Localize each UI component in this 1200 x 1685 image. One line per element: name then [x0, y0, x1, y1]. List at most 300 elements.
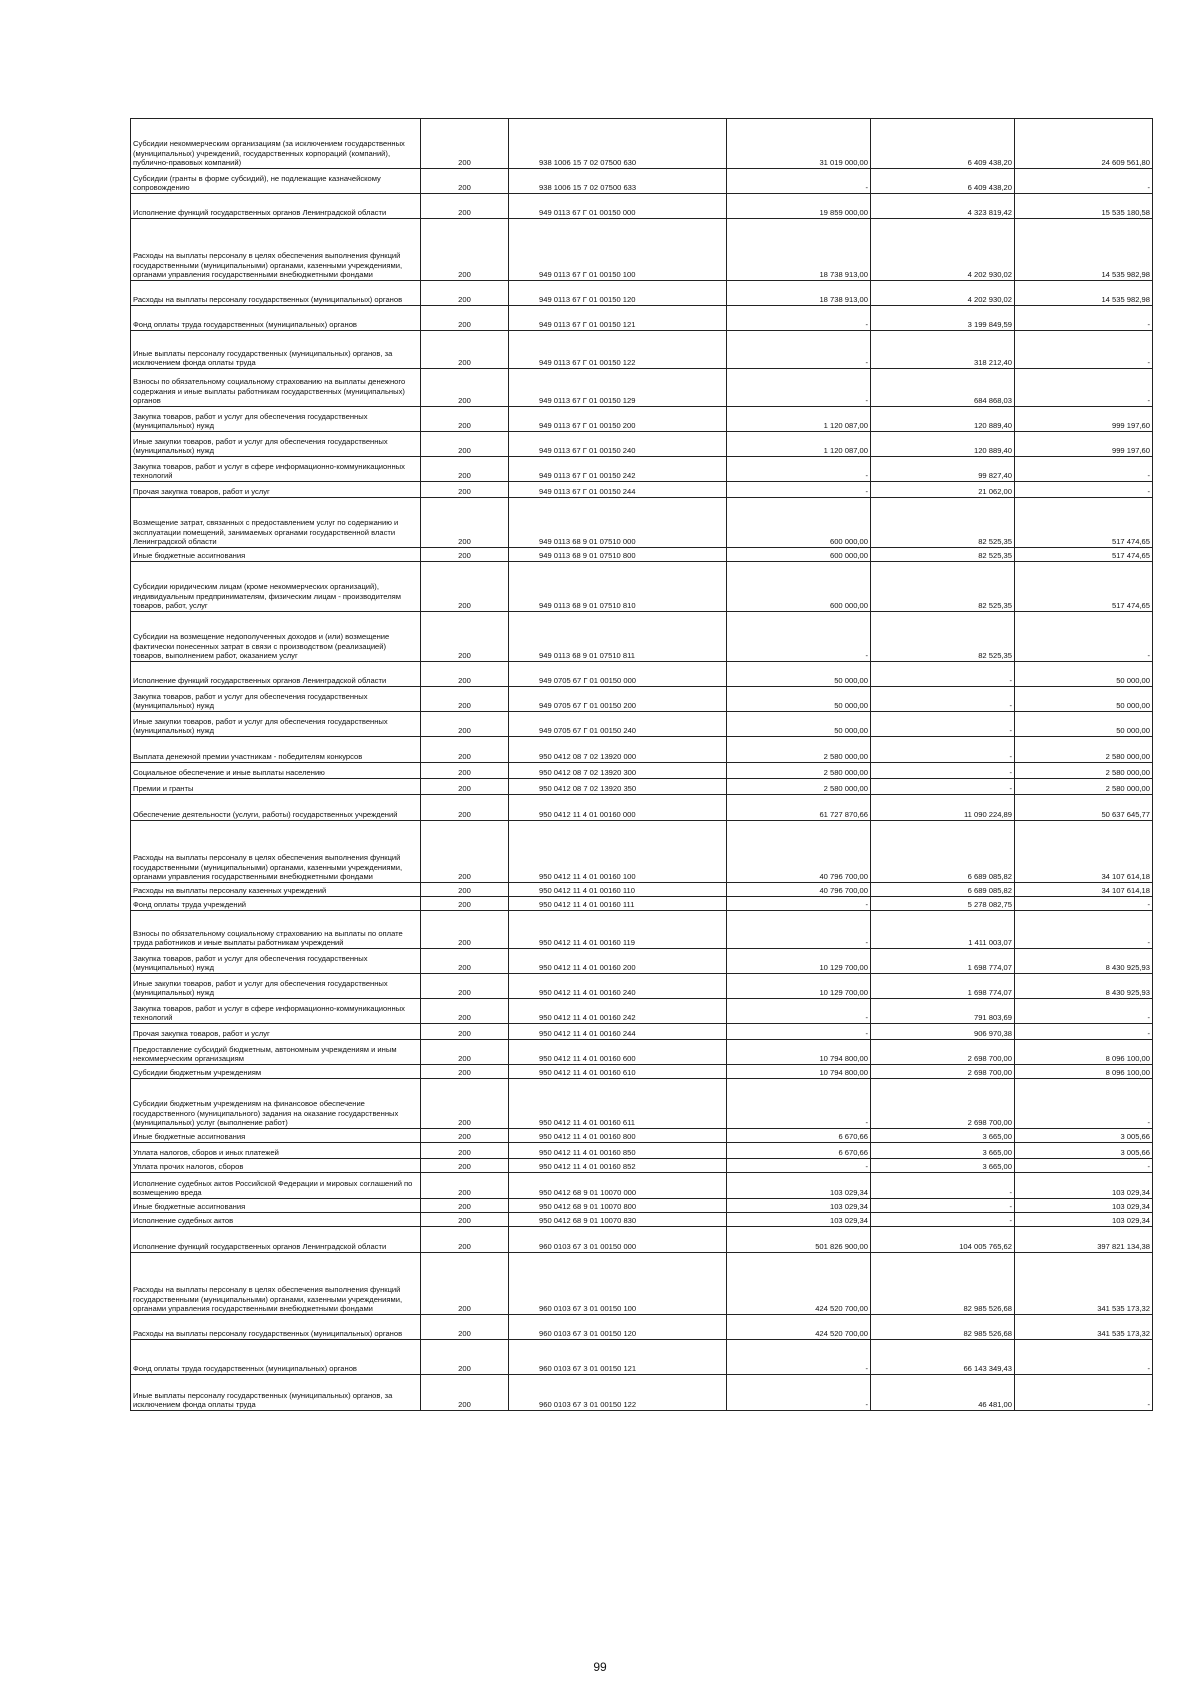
row-approved: 10 794 800,00 [727, 1065, 871, 1079]
row-executed: 2 698 700,00 [871, 1065, 1015, 1079]
row-label: Иные выплаты персоналу государственных (муниципальных) органов, за исключением фонда оплаты труда [131, 1375, 421, 1411]
table-row [131, 974, 1153, 999]
table-row [131, 331, 1153, 369]
row-label: Иные бюджетные ассигнования [131, 548, 421, 562]
budget-table [130, 118, 1153, 1411]
row-unexecuted: 3 005,66 [1015, 1143, 1153, 1159]
row-label: Фонд оплаты труда учреждений [131, 897, 421, 911]
row-kbk-code: 949 0113 68 9 01 07510 800 [509, 548, 727, 562]
row-executed: 1 698 774,07 [871, 974, 1015, 999]
row-kbk-code: 950 0412 08 7 02 13920 300 [509, 763, 727, 779]
row-unexecuted: 8 096 100,00 [1015, 1065, 1153, 1079]
table-body [131, 119, 1153, 1411]
row-executed: 4 323 819,42 [871, 194, 1015, 219]
row-approved: 10 129 700,00 [727, 974, 871, 999]
row-approved: 19 859 000,00 [727, 194, 871, 219]
row-kbk-code: 950 0412 11 4 01 00160 850 [509, 1143, 727, 1159]
table-row [131, 662, 1153, 687]
row-line-code: 200 [421, 612, 509, 662]
row-approved: 103 029,34 [727, 1173, 871, 1199]
row-approved: 40 796 700,00 [727, 821, 871, 883]
row-unexecuted: 8 096 100,00 [1015, 1040, 1153, 1065]
row-unexecuted: - [1015, 897, 1153, 911]
row-line-code: 200 [421, 1040, 509, 1065]
row-unexecuted: - [1015, 331, 1153, 369]
row-line-code: 200 [421, 169, 509, 194]
row-kbk-code: 949 0113 67 Г 01 00150 121 [509, 306, 727, 331]
row-kbk-code: 960 0103 67 3 01 00150 121 [509, 1340, 727, 1375]
row-approved: 501 826 900,00 [727, 1227, 871, 1253]
table-row [131, 1213, 1153, 1227]
row-kbk-code: 949 0113 67 Г 01 00150 100 [509, 219, 727, 281]
table-row [131, 911, 1153, 949]
row-executed: 82 985 526,68 [871, 1253, 1015, 1315]
row-unexecuted: - [1015, 1375, 1153, 1411]
row-line-code: 200 [421, 737, 509, 763]
table-row [131, 687, 1153, 712]
table-row [131, 1199, 1153, 1213]
row-approved: 600 000,00 [727, 562, 871, 612]
row-unexecuted: 103 029,34 [1015, 1199, 1153, 1213]
row-label: Прочая закупка товаров, работ и услуг [131, 482, 421, 498]
row-executed: 6 689 085,82 [871, 883, 1015, 897]
row-line-code: 200 [421, 306, 509, 331]
row-approved: 61 727 870,66 [727, 795, 871, 821]
row-label: Предоставление субсидий бюджетным, автономным учреждениям и иным некоммерческим организациям [131, 1040, 421, 1065]
row-line-code: 200 [421, 1253, 509, 1315]
row-unexecuted: 50 000,00 [1015, 712, 1153, 737]
row-unexecuted: - [1015, 1159, 1153, 1173]
row-unexecuted: - [1015, 306, 1153, 331]
table-row [131, 369, 1153, 407]
row-approved: 600 000,00 [727, 498, 871, 548]
row-label: Исполнение функций государственных органов Ленинградской области [131, 1227, 421, 1253]
row-kbk-code: 950 0412 11 4 01 00160 119 [509, 911, 727, 949]
row-kbk-code: 949 0113 68 9 01 07510 000 [509, 498, 727, 548]
row-approved: - [727, 911, 871, 949]
row-line-code: 200 [421, 1159, 509, 1173]
row-approved: - [727, 1159, 871, 1173]
row-line-code: 200 [421, 779, 509, 795]
row-executed: - [871, 712, 1015, 737]
row-approved: - [727, 1024, 871, 1040]
row-unexecuted: - [1015, 612, 1153, 662]
row-kbk-code: 950 0412 08 7 02 13920 350 [509, 779, 727, 795]
row-unexecuted: 3 005,66 [1015, 1129, 1153, 1143]
row-kbk-code: 960 0103 67 3 01 00150 000 [509, 1227, 727, 1253]
row-approved: 50 000,00 [727, 712, 871, 737]
row-executed: 104 005 765,62 [871, 1227, 1015, 1253]
row-executed: - [871, 763, 1015, 779]
row-unexecuted: 2 580 000,00 [1015, 763, 1153, 779]
row-label: Закупка товаров, работ и услуг в сфере информационно-коммуникационных технологий [131, 999, 421, 1024]
row-label: Субсидии некоммерческим организациям (за исключением государственных (муниципальных) учреждений, государственных корпораций (компаний), публично-правовых компаний) [131, 119, 421, 169]
row-kbk-code: 938 1006 15 7 02 07500 630 [509, 119, 727, 169]
row-label: Фонд оплаты труда государственных (муниципальных) органов [131, 1340, 421, 1375]
row-line-code: 200 [421, 821, 509, 883]
table-row [131, 219, 1153, 281]
row-unexecuted: 14 535 982,98 [1015, 219, 1153, 281]
row-executed: 684 868,03 [871, 369, 1015, 407]
row-label: Исполнение судебных актов [131, 1213, 421, 1227]
table-row [131, 1227, 1153, 1253]
row-executed: 318 212,40 [871, 331, 1015, 369]
row-kbk-code: 950 0412 11 4 01 00160 240 [509, 974, 727, 999]
row-label: Закупка товаров, работ и услуг в сфере информационно-коммуникационных технологий [131, 457, 421, 482]
table-row [131, 1159, 1153, 1173]
table-row [131, 482, 1153, 498]
row-executed: 906 970,38 [871, 1024, 1015, 1040]
table-row [131, 1065, 1153, 1079]
row-unexecuted: 15 535 180,58 [1015, 194, 1153, 219]
table-row [131, 712, 1153, 737]
row-unexecuted: 517 474,65 [1015, 562, 1153, 612]
row-kbk-code: 950 0412 11 4 01 00160 611 [509, 1079, 727, 1129]
row-label: Расходы на выплаты персоналу казенных учреждений [131, 883, 421, 897]
row-label: Иные закупки товаров, работ и услуг для обеспечения государственных (муниципальных) нужд [131, 432, 421, 457]
row-line-code: 200 [421, 1024, 509, 1040]
row-unexecuted: - [1015, 1079, 1153, 1129]
row-label: Субсидии (гранты в форме субсидий), не подлежащие казначейскому сопровождению [131, 169, 421, 194]
row-kbk-code: 960 0103 67 3 01 00150 122 [509, 1375, 727, 1411]
table-row [131, 1143, 1153, 1159]
row-line-code: 200 [421, 407, 509, 432]
row-line-code: 200 [421, 562, 509, 612]
row-label: Расходы на выплаты персоналу в целях обеспечения выполнения функций государственными (муниципальными) органами, казенными учреждениями, органами управления государственными внебюджетными фондами [131, 821, 421, 883]
table-row [131, 194, 1153, 219]
table-row [131, 1253, 1153, 1315]
row-unexecuted: 50 637 645,77 [1015, 795, 1153, 821]
row-label: Выплата денежной премии участникам - победителям конкурсов [131, 737, 421, 763]
row-unexecuted: 517 474,65 [1015, 498, 1153, 548]
row-approved: 31 019 000,00 [727, 119, 871, 169]
row-kbk-code: 949 0113 67 Г 01 00150 000 [509, 194, 727, 219]
row-executed: 791 803,69 [871, 999, 1015, 1024]
row-label: Субсидии юридическим лицам (кроме некоммерческих организаций), индивидуальным предпринимателям, физическим лицам - производителям товаров, работ, услуг [131, 562, 421, 612]
row-line-code: 200 [421, 1213, 509, 1227]
row-approved: 103 029,34 [727, 1199, 871, 1213]
row-kbk-code: 950 0412 11 4 01 00160 110 [509, 883, 727, 897]
row-line-code: 200 [421, 1375, 509, 1411]
table-row [131, 763, 1153, 779]
row-label: Расходы на выплаты персоналу в целях обеспечения выполнения функций государственными (муниципальными) органами, казенными учреждениями, органами управления государственными внебюджетными фондами [131, 219, 421, 281]
row-kbk-code: 949 0113 67 Г 01 00150 242 [509, 457, 727, 482]
row-kbk-code: 949 0113 67 Г 01 00150 200 [509, 407, 727, 432]
row-label: Фонд оплаты труда государственных (муниципальных) органов [131, 306, 421, 331]
row-label: Уплата прочих налогов, сборов [131, 1159, 421, 1173]
row-approved: - [727, 897, 871, 911]
row-kbk-code: 949 0113 67 Г 01 00150 240 [509, 432, 727, 457]
row-label: Иные бюджетные ассигнования [131, 1129, 421, 1143]
row-executed: 11 090 224,89 [871, 795, 1015, 821]
row-line-code: 200 [421, 883, 509, 897]
row-executed: 4 202 930,02 [871, 219, 1015, 281]
table-row [131, 169, 1153, 194]
row-approved: 424 520 700,00 [727, 1315, 871, 1340]
row-line-code: 200 [421, 949, 509, 974]
row-unexecuted: 999 197,60 [1015, 407, 1153, 432]
row-approved: 6 670,66 [727, 1129, 871, 1143]
row-line-code: 200 [421, 1227, 509, 1253]
row-label: Обеспечение деятельности (услуги, работы) государственных учреждений [131, 795, 421, 821]
row-executed: 46 481,00 [871, 1375, 1015, 1411]
table-row [131, 821, 1153, 883]
row-label: Расходы на выплаты персоналу в целях обеспечения выполнения функций государственными (муниципальными) органами, казенными учреждениями, органами управления государственными внебюджетными фондами [131, 1253, 421, 1315]
row-line-code: 200 [421, 281, 509, 306]
row-unexecuted: - [1015, 457, 1153, 482]
row-line-code: 200 [421, 498, 509, 548]
row-approved: 2 580 000,00 [727, 763, 871, 779]
row-executed: - [871, 1173, 1015, 1199]
row-label: Иные бюджетные ассигнования [131, 1199, 421, 1213]
row-approved: - [727, 1079, 871, 1129]
row-unexecuted: 14 535 982,98 [1015, 281, 1153, 306]
row-unexecuted: 2 580 000,00 [1015, 737, 1153, 763]
row-line-code: 200 [421, 1143, 509, 1159]
row-label: Исполнение функций государственных органов Ленинградской области [131, 194, 421, 219]
table-row [131, 1340, 1153, 1375]
row-executed: - [871, 1213, 1015, 1227]
row-unexecuted: - [1015, 1024, 1153, 1040]
row-approved: - [727, 612, 871, 662]
row-label: Исполнение судебных актов Российской Федерации и мировых соглашений по возмещению вреда [131, 1173, 421, 1199]
table-row [131, 498, 1153, 548]
row-executed: 66 143 349,43 [871, 1340, 1015, 1375]
table-row [131, 548, 1153, 562]
row-approved: 103 029,34 [727, 1213, 871, 1227]
row-line-code: 200 [421, 1129, 509, 1143]
row-line-code: 200 [421, 194, 509, 219]
row-label: Субсидии бюджетным учреждениям [131, 1065, 421, 1079]
row-label: Закупка товаров, работ и услуг для обеспечения государственных (муниципальных) нужд [131, 687, 421, 712]
table-row [131, 1040, 1153, 1065]
row-line-code: 200 [421, 1079, 509, 1129]
row-unexecuted: 397 821 134,38 [1015, 1227, 1153, 1253]
row-line-code: 200 [421, 1065, 509, 1079]
table-row [131, 1173, 1153, 1199]
row-approved: - [727, 369, 871, 407]
row-approved: 18 738 913,00 [727, 219, 871, 281]
row-kbk-code: 950 0412 11 4 01 00160 600 [509, 1040, 727, 1065]
row-kbk-code: 950 0412 68 9 01 10070 800 [509, 1199, 727, 1213]
row-label: Уплата налогов, сборов и иных платежей [131, 1143, 421, 1159]
table-row [131, 795, 1153, 821]
row-unexecuted: - [1015, 999, 1153, 1024]
table-row [131, 306, 1153, 331]
row-executed: 82 525,35 [871, 498, 1015, 548]
row-approved: - [727, 331, 871, 369]
row-kbk-code: 950 0412 08 7 02 13920 000 [509, 737, 727, 763]
row-unexecuted: 341 535 173,32 [1015, 1253, 1153, 1315]
row-unexecuted: 34 107 614,18 [1015, 883, 1153, 897]
row-executed: 3 665,00 [871, 1159, 1015, 1173]
row-kbk-code: 949 0705 67 Г 01 00150 240 [509, 712, 727, 737]
row-executed: 2 698 700,00 [871, 1040, 1015, 1065]
row-line-code: 200 [421, 219, 509, 281]
row-unexecuted: - [1015, 1340, 1153, 1375]
row-unexecuted: - [1015, 369, 1153, 407]
row-approved: - [727, 482, 871, 498]
row-approved: 40 796 700,00 [727, 883, 871, 897]
row-unexecuted: 341 535 173,32 [1015, 1315, 1153, 1340]
row-kbk-code: 949 0113 67 Г 01 00150 129 [509, 369, 727, 407]
row-approved: 1 120 087,00 [727, 432, 871, 457]
row-line-code: 200 [421, 1340, 509, 1375]
table-row [131, 883, 1153, 897]
row-executed: 120 889,40 [871, 432, 1015, 457]
row-line-code: 200 [421, 911, 509, 949]
row-executed: 82 985 526,68 [871, 1315, 1015, 1340]
row-unexecuted: 2 580 000,00 [1015, 779, 1153, 795]
row-approved: 1 120 087,00 [727, 407, 871, 432]
row-unexecuted: 34 107 614,18 [1015, 821, 1153, 883]
row-executed: 4 202 930,02 [871, 281, 1015, 306]
table-row [131, 612, 1153, 662]
row-executed: 6 689 085,82 [871, 821, 1015, 883]
row-line-code: 200 [421, 119, 509, 169]
row-kbk-code: 949 0113 68 9 01 07510 811 [509, 612, 727, 662]
row-unexecuted: 8 430 925,93 [1015, 949, 1153, 974]
table-row [131, 737, 1153, 763]
row-label: Иные закупки товаров, работ и услуг для обеспечения государственных (муниципальных) нужд [131, 712, 421, 737]
table-row [131, 432, 1153, 457]
row-line-code: 200 [421, 687, 509, 712]
row-executed: 99 827,40 [871, 457, 1015, 482]
row-executed: 3 665,00 [871, 1129, 1015, 1143]
row-kbk-code: 950 0412 11 4 01 00160 000 [509, 795, 727, 821]
row-line-code: 200 [421, 999, 509, 1024]
row-kbk-code: 949 0113 67 Г 01 00150 244 [509, 482, 727, 498]
row-executed: - [871, 779, 1015, 795]
table-row [131, 562, 1153, 612]
row-kbk-code: 950 0412 11 4 01 00160 200 [509, 949, 727, 974]
row-line-code: 200 [421, 482, 509, 498]
row-kbk-code: 950 0412 11 4 01 00160 244 [509, 1024, 727, 1040]
row-label: Закупка товаров, работ и услуг для обеспечения государственных (муниципальных) нужд [131, 407, 421, 432]
row-unexecuted: 517 474,65 [1015, 548, 1153, 562]
row-unexecuted: 50 000,00 [1015, 662, 1153, 687]
row-executed: 82 525,35 [871, 562, 1015, 612]
page-number: 99 [593, 1660, 607, 1674]
row-label: Премии и гранты [131, 779, 421, 795]
row-unexecuted: 24 609 561,80 [1015, 119, 1153, 169]
row-label: Прочая закупка товаров, работ и услуг [131, 1024, 421, 1040]
table-row [131, 999, 1153, 1024]
row-line-code: 200 [421, 548, 509, 562]
table-row [131, 119, 1153, 169]
row-label: Возмещение затрат, связанных с предоставлением услуг по содержанию и эксплуатации помещений, занимаемых органами государственной власти Ленинградской области [131, 498, 421, 548]
row-kbk-code: 949 0113 67 Г 01 00150 122 [509, 331, 727, 369]
row-kbk-code: 950 0412 68 9 01 10070 000 [509, 1173, 727, 1199]
table-row [131, 1129, 1153, 1143]
row-unexecuted: - [1015, 482, 1153, 498]
row-executed: 2 698 700,00 [871, 1079, 1015, 1129]
row-unexecuted: 103 029,34 [1015, 1173, 1153, 1199]
row-line-code: 200 [421, 369, 509, 407]
row-approved: - [727, 169, 871, 194]
table-row [131, 281, 1153, 306]
table-row [131, 1315, 1153, 1340]
row-approved: - [727, 306, 871, 331]
row-executed: 5 278 082,75 [871, 897, 1015, 911]
row-executed: - [871, 687, 1015, 712]
row-label: Социальное обеспечение и иные выплаты населению [131, 763, 421, 779]
row-executed: 82 525,35 [871, 612, 1015, 662]
row-label: Исполнение функций государственных органов Ленинградской области [131, 662, 421, 687]
row-line-code: 200 [421, 1315, 509, 1340]
row-label: Субсидии на возмещение недополученных доходов и (или) возмещение фактически понесенных затрат в связи с производством (реализацией) товаров, выполнением работ, оказанием услуг [131, 612, 421, 662]
row-line-code: 200 [421, 662, 509, 687]
row-approved: 2 580 000,00 [727, 737, 871, 763]
table-row [131, 779, 1153, 795]
row-line-code: 200 [421, 1199, 509, 1213]
row-line-code: 200 [421, 331, 509, 369]
row-approved: 600 000,00 [727, 548, 871, 562]
row-approved: 18 738 913,00 [727, 281, 871, 306]
row-line-code: 200 [421, 974, 509, 999]
row-executed: - [871, 737, 1015, 763]
row-label: Иные выплаты персоналу государственных (муниципальных) органов, за исключением фонда оплаты труда [131, 331, 421, 369]
row-unexecuted: 50 000,00 [1015, 687, 1153, 712]
row-line-code: 200 [421, 432, 509, 457]
row-line-code: 200 [421, 897, 509, 911]
row-line-code: 200 [421, 763, 509, 779]
row-executed: 1 411 003,07 [871, 911, 1015, 949]
row-approved: 10 794 800,00 [727, 1040, 871, 1065]
row-line-code: 200 [421, 457, 509, 482]
row-kbk-code: 949 0113 68 9 01 07510 810 [509, 562, 727, 612]
row-approved: 10 129 700,00 [727, 949, 871, 974]
row-label: Субсидии бюджетным учреждениям на финансовое обеспечение государственного (муниципального) задания на оказание государственных (муниципальных) услуг (выполнение работ) [131, 1079, 421, 1129]
row-kbk-code: 950 0412 68 9 01 10070 830 [509, 1213, 727, 1227]
table-row [131, 407, 1153, 432]
row-executed: - [871, 662, 1015, 687]
row-approved: 424 520 700,00 [727, 1253, 871, 1315]
row-label: Взносы по обязательному социальному страхованию на выплаты по оплате труда работников и иные выплаты работникам учреждений [131, 911, 421, 949]
row-line-code: 200 [421, 712, 509, 737]
row-executed: 1 698 774,07 [871, 949, 1015, 974]
row-label: Закупка товаров, работ и услуг для обеспечения государственных (муниципальных) нужд [131, 949, 421, 974]
row-executed: 6 409 438,20 [871, 119, 1015, 169]
row-executed: 3 199 849,59 [871, 306, 1015, 331]
row-kbk-code: 950 0412 11 4 01 00160 242 [509, 999, 727, 1024]
table-row [131, 1024, 1153, 1040]
row-label: Расходы на выплаты персоналу государственных (муниципальных) органов [131, 1315, 421, 1340]
row-approved: 6 670,66 [727, 1143, 871, 1159]
row-unexecuted: 999 197,60 [1015, 432, 1153, 457]
row-kbk-code: 949 0113 67 Г 01 00150 120 [509, 281, 727, 306]
row-approved: - [727, 999, 871, 1024]
row-kbk-code: 950 0412 11 4 01 00160 111 [509, 897, 727, 911]
row-kbk-code: 950 0412 11 4 01 00160 852 [509, 1159, 727, 1173]
row-kbk-code: 949 0705 67 Г 01 00150 200 [509, 687, 727, 712]
row-kbk-code: 938 1006 15 7 02 07500 633 [509, 169, 727, 194]
table-row [131, 1375, 1153, 1411]
table-row [131, 1079, 1153, 1129]
row-approved: - [727, 1340, 871, 1375]
row-kbk-code: 950 0412 11 4 01 00160 800 [509, 1129, 727, 1143]
row-kbk-code: 950 0412 11 4 01 00160 100 [509, 821, 727, 883]
row-approved: 50 000,00 [727, 662, 871, 687]
row-executed: 6 409 438,20 [871, 169, 1015, 194]
row-kbk-code: 960 0103 67 3 01 00150 120 [509, 1315, 727, 1340]
row-kbk-code: 960 0103 67 3 01 00150 100 [509, 1253, 727, 1315]
row-label: Иные закупки товаров, работ и услуг для обеспечения государственных (муниципальных) нужд [131, 974, 421, 999]
row-executed: - [871, 1199, 1015, 1213]
row-executed: 3 665,00 [871, 1143, 1015, 1159]
row-unexecuted: 8 430 925,93 [1015, 974, 1153, 999]
row-kbk-code: 949 0705 67 Г 01 00150 000 [509, 662, 727, 687]
